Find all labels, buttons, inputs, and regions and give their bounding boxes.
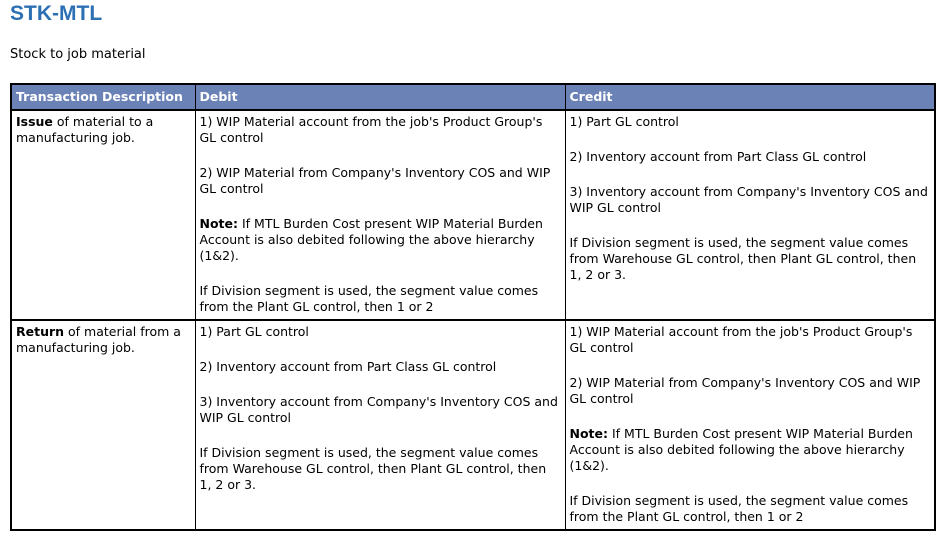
column-header-description: Transaction Description <box>11 84 195 110</box>
return-debit-division-note: If Division segment is used, the segment value comes from Warehouse GL control, then Plant GL control, then 1, 2 or 3. <box>199 445 547 492</box>
issue-credit-step-1: 1) Part GL control <box>569 114 679 129</box>
issue-debit-division-note: If Division segment is used, the segment value comes from the Plant GL control, then 1 or 2 <box>199 283 539 314</box>
return-credit-note <box>570 426 931 474</box>
issue-description-text: of material to a manufacturing job. <box>16 114 154 145</box>
issue-debit-note <box>200 216 561 264</box>
return-debit-step-2: 2) Inventory account from Part Class GL control <box>199 359 497 374</box>
return-debit-step-1: 1) Part GL control <box>199 324 309 339</box>
return-credit-cell <box>565 320 935 530</box>
issue-debit-cell <box>195 110 565 320</box>
issue-credit-step-3: 3) Inventory account from Company's Inventory COS and WIP GL control <box>569 184 928 215</box>
page-subtitle: Stock to job material <box>10 47 146 62</box>
return-description-text: of material from a manufacturing job. <box>16 324 181 355</box>
return-credit-step-1: 1) WIP Material account from the job's Product Group's GL control <box>569 324 913 355</box>
return-description-cell <box>11 320 195 530</box>
return-credit-step-2: 2) WIP Material from Company's Inventory COS and WIP GL control <box>569 375 921 406</box>
return-debit-step-3: 3) Inventory account from Company's Inventory COS and WIP GL control <box>199 394 558 425</box>
page-title: STK-MTL <box>10 2 103 25</box>
table-row-return <box>11 320 935 530</box>
issue-credit-cell <box>565 110 935 320</box>
issue-debit-step-2: 2) WIP Material from Company's Inventory COS and WIP GL control <box>199 165 551 196</box>
return-credit-note-label: Note: <box>569 426 609 441</box>
return-credit-note-text: If MTL Burden Cost present WIP Material Burden Account is also debited following the above hierarchy (1&2). <box>569 426 913 473</box>
issue-credit-step-2: 2) Inventory account from Part Class GL control <box>569 149 867 164</box>
column-header-credit: Credit <box>565 84 935 110</box>
return-debit-cell <box>195 320 565 530</box>
issue-debit-step-1: 1) WIP Material account from the job's Product Group's GL control <box>199 114 543 145</box>
table-header-row <box>11 84 935 110</box>
issue-description-cell <box>11 110 195 320</box>
issue-credit-division-note: If Division segment is used, the segment value comes from Warehouse GL control, then Plant GL control, then 1, 2 or 3. <box>569 235 917 282</box>
gl-transaction-table <box>10 83 936 531</box>
column-header-debit: Debit <box>195 84 565 110</box>
issue-debit-note-label: Note: <box>199 216 239 231</box>
issue-debit-note-text: If MTL Burden Cost present WIP Material Burden Account is also debited following the above hierarchy (1&2). <box>199 216 543 263</box>
return-credit-division-note: If Division segment is used, the segment value comes from the Plant GL control, then 1 or 2 <box>569 493 909 524</box>
issue-keyword: Issue <box>16 114 53 129</box>
return-keyword: Return <box>16 324 65 339</box>
table-row-issue <box>11 110 935 320</box>
